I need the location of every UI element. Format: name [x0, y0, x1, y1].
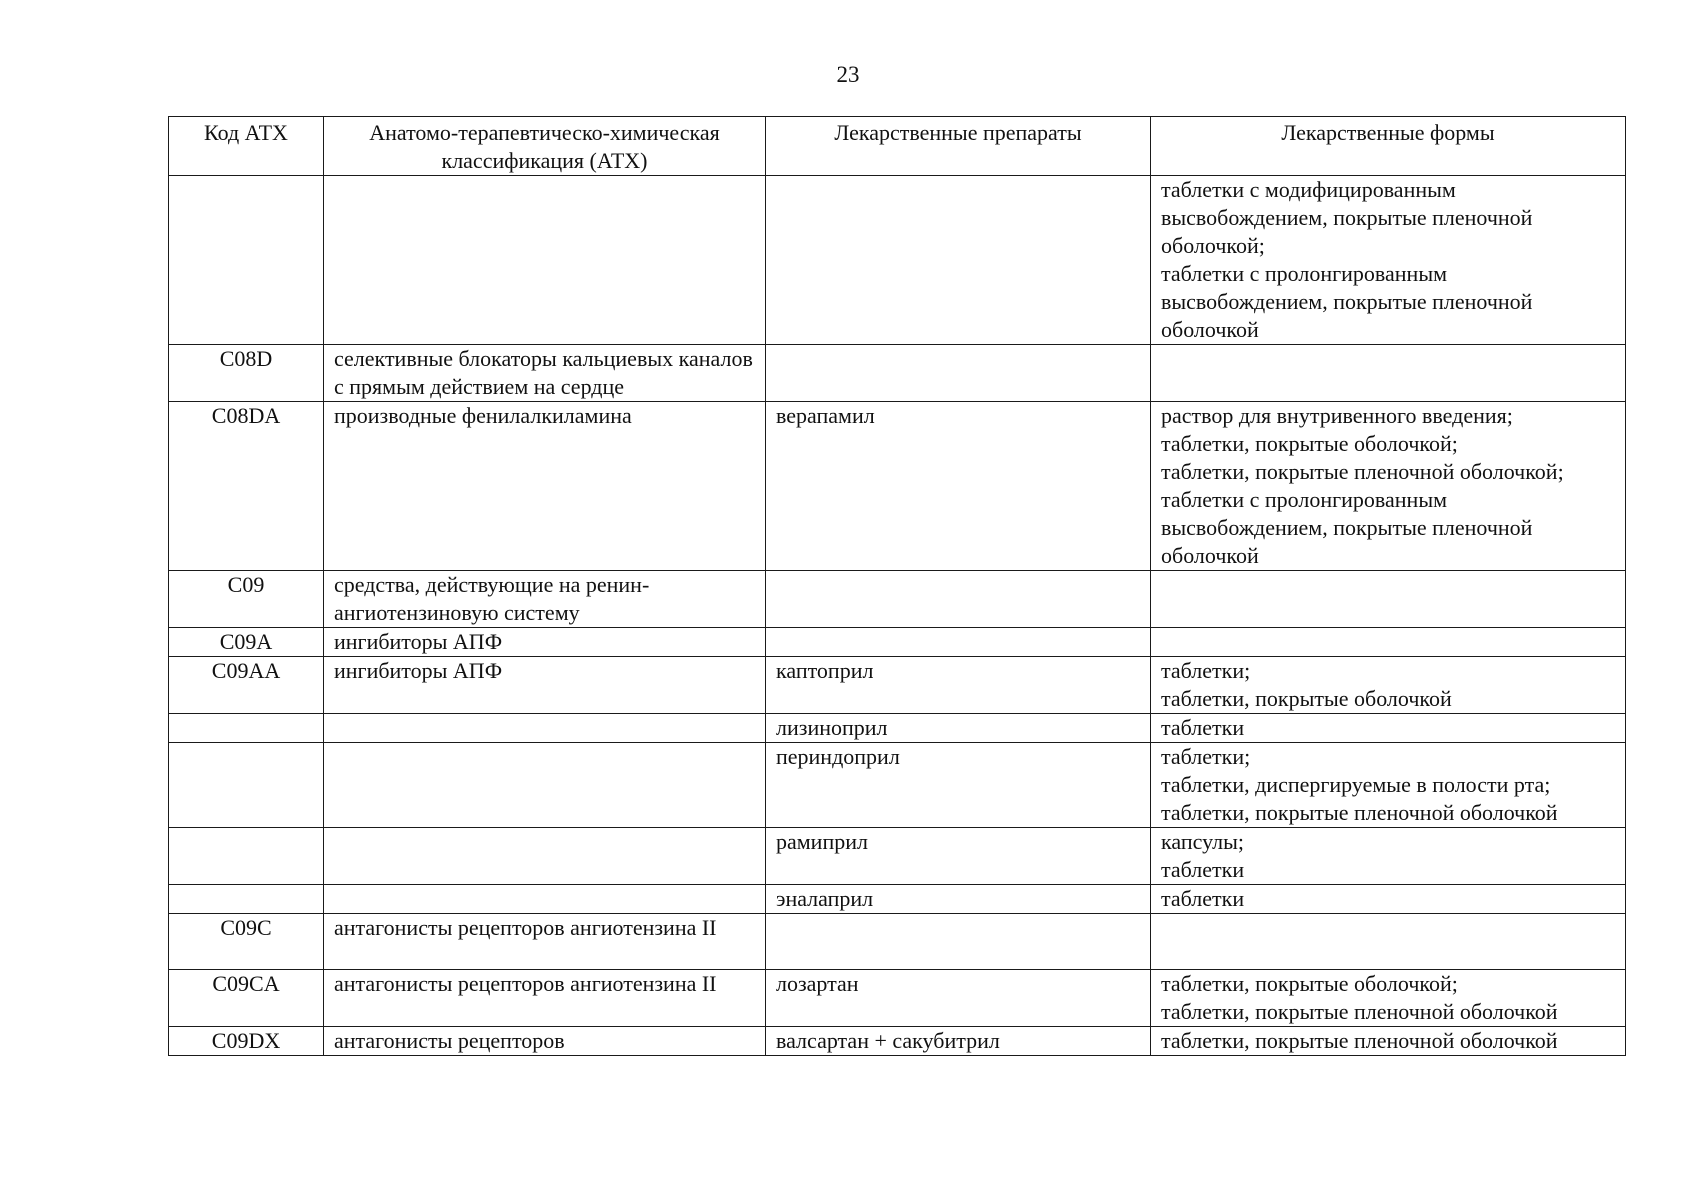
cell-code: C09C	[169, 914, 324, 970]
table-row	[169, 828, 1626, 885]
table-row	[169, 914, 1626, 970]
table-row	[169, 714, 1626, 743]
cell-drug: периндоприл	[766, 743, 1151, 828]
cell-drug: валсартан + сакубитрил	[766, 1027, 1151, 1056]
cell-forms	[1151, 714, 1626, 743]
cell-drug: лозартан	[766, 970, 1151, 1027]
header-row	[169, 117, 1626, 176]
page-number: 23	[836, 62, 860, 87]
cell-drug: верапамил	[766, 402, 1151, 571]
table-body	[169, 176, 1626, 1056]
table-header	[169, 117, 1626, 176]
cell-code: C09AA	[169, 657, 324, 714]
form-item: таблетки, покрытые оболочкой;	[1161, 431, 1458, 456]
cell-classification: селективные блокаторы кальциевых каналов с прямым действием на сердце	[324, 345, 766, 402]
cell-forms	[1151, 970, 1626, 1027]
header-drugs: Лекарственные препараты	[766, 117, 1151, 176]
cell-classification	[324, 176, 766, 345]
table-row	[169, 657, 1626, 714]
cell-drug	[766, 176, 1151, 345]
cell-code: C08D	[169, 345, 324, 402]
cell-classification	[324, 828, 766, 885]
cell-code	[169, 828, 324, 885]
cell-forms	[1151, 628, 1626, 657]
cell-forms	[1151, 657, 1626, 714]
cell-drug	[766, 345, 1151, 402]
table-row	[169, 345, 1626, 402]
cell-forms	[1151, 914, 1626, 970]
cell-code	[169, 176, 324, 345]
header-classification: Анатомо-терапевтическо-химическая классификация (АТХ)	[324, 117, 766, 176]
table-row	[169, 571, 1626, 628]
cell-code	[169, 714, 324, 743]
cell-forms	[1151, 402, 1626, 571]
cell-classification	[324, 714, 766, 743]
cell-classification: средства, действующие на ренин-ангиотензиновую систему	[324, 571, 766, 628]
cell-code: C09CA	[169, 970, 324, 1027]
cell-forms	[1151, 345, 1626, 402]
table-row	[169, 885, 1626, 914]
cell-forms	[1151, 885, 1626, 914]
atx-table	[168, 116, 1626, 1056]
form-item: таблетки, диспергируемые в полости рта;	[1161, 772, 1551, 797]
cell-classification: антагонисты рецепторов	[324, 1027, 766, 1056]
form-item: таблетки, покрытые пленочной оболочкой	[1161, 999, 1558, 1024]
form-item: таблетки	[1161, 886, 1245, 911]
cell-drug: рамиприл	[766, 828, 1151, 885]
cell-classification: ингибиторы АПФ	[324, 657, 766, 714]
cell-forms	[1151, 743, 1626, 828]
cell-forms	[1151, 176, 1626, 345]
form-item: таблетки с модифицированным высвобождением, покрытые пленочной оболочкой;	[1161, 177, 1533, 258]
form-item: таблетки	[1161, 857, 1245, 882]
cell-drug: эналаприл	[766, 885, 1151, 914]
table-row	[169, 628, 1626, 657]
form-item: таблетки, покрытые оболочкой	[1161, 686, 1452, 711]
cell-code: C09	[169, 571, 324, 628]
form-item: таблетки;	[1161, 658, 1251, 683]
form-item: таблетки, покрытые пленочной оболочкой;	[1161, 459, 1564, 484]
cell-forms	[1151, 828, 1626, 885]
cell-forms	[1151, 571, 1626, 628]
form-item: таблетки с пролонгированным высвобождением, покрытые пленочной оболочкой	[1161, 261, 1533, 342]
cell-code: C09A	[169, 628, 324, 657]
cell-code	[169, 743, 324, 828]
form-item: раствор для внутривенного введения;	[1161, 403, 1513, 428]
table-row	[169, 970, 1626, 1027]
form-item: таблетки	[1161, 715, 1245, 740]
cell-code: C08DA	[169, 402, 324, 571]
cell-classification: ингибиторы АПФ	[324, 628, 766, 657]
cell-drug: каптоприл	[766, 657, 1151, 714]
form-item: таблетки, покрытые пленочной оболочкой	[1161, 1028, 1558, 1053]
form-item: таблетки;	[1161, 744, 1251, 769]
cell-classification: антагонисты рецепторов ангиотензина II	[324, 914, 766, 970]
cell-code	[169, 885, 324, 914]
form-item: таблетки с пролонгированным высвобождением, покрытые пленочной оболочкой	[1161, 487, 1533, 568]
cell-drug	[766, 628, 1151, 657]
table-row	[169, 402, 1626, 571]
cell-classification: производные фенилалкиламина	[324, 402, 766, 571]
form-item: таблетки, покрытые пленочной оболочкой	[1161, 800, 1558, 825]
cell-code: C09DX	[169, 1027, 324, 1056]
cell-drug	[766, 914, 1151, 970]
form-item: капсулы;	[1161, 829, 1244, 854]
table-row	[169, 1027, 1626, 1056]
form-item: таблетки, покрытые оболочкой;	[1161, 971, 1458, 996]
table-row	[169, 743, 1626, 828]
table-row	[169, 176, 1626, 345]
header-forms: Лекарственные формы	[1151, 117, 1626, 176]
cell-classification	[324, 885, 766, 914]
cell-drug	[766, 571, 1151, 628]
header-code: Код АТХ	[169, 117, 324, 176]
cell-classification	[324, 743, 766, 828]
cell-classification: антагонисты рецепторов ангиотензина II	[324, 970, 766, 1027]
cell-forms	[1151, 1027, 1626, 1056]
cell-drug: лизиноприл	[766, 714, 1151, 743]
